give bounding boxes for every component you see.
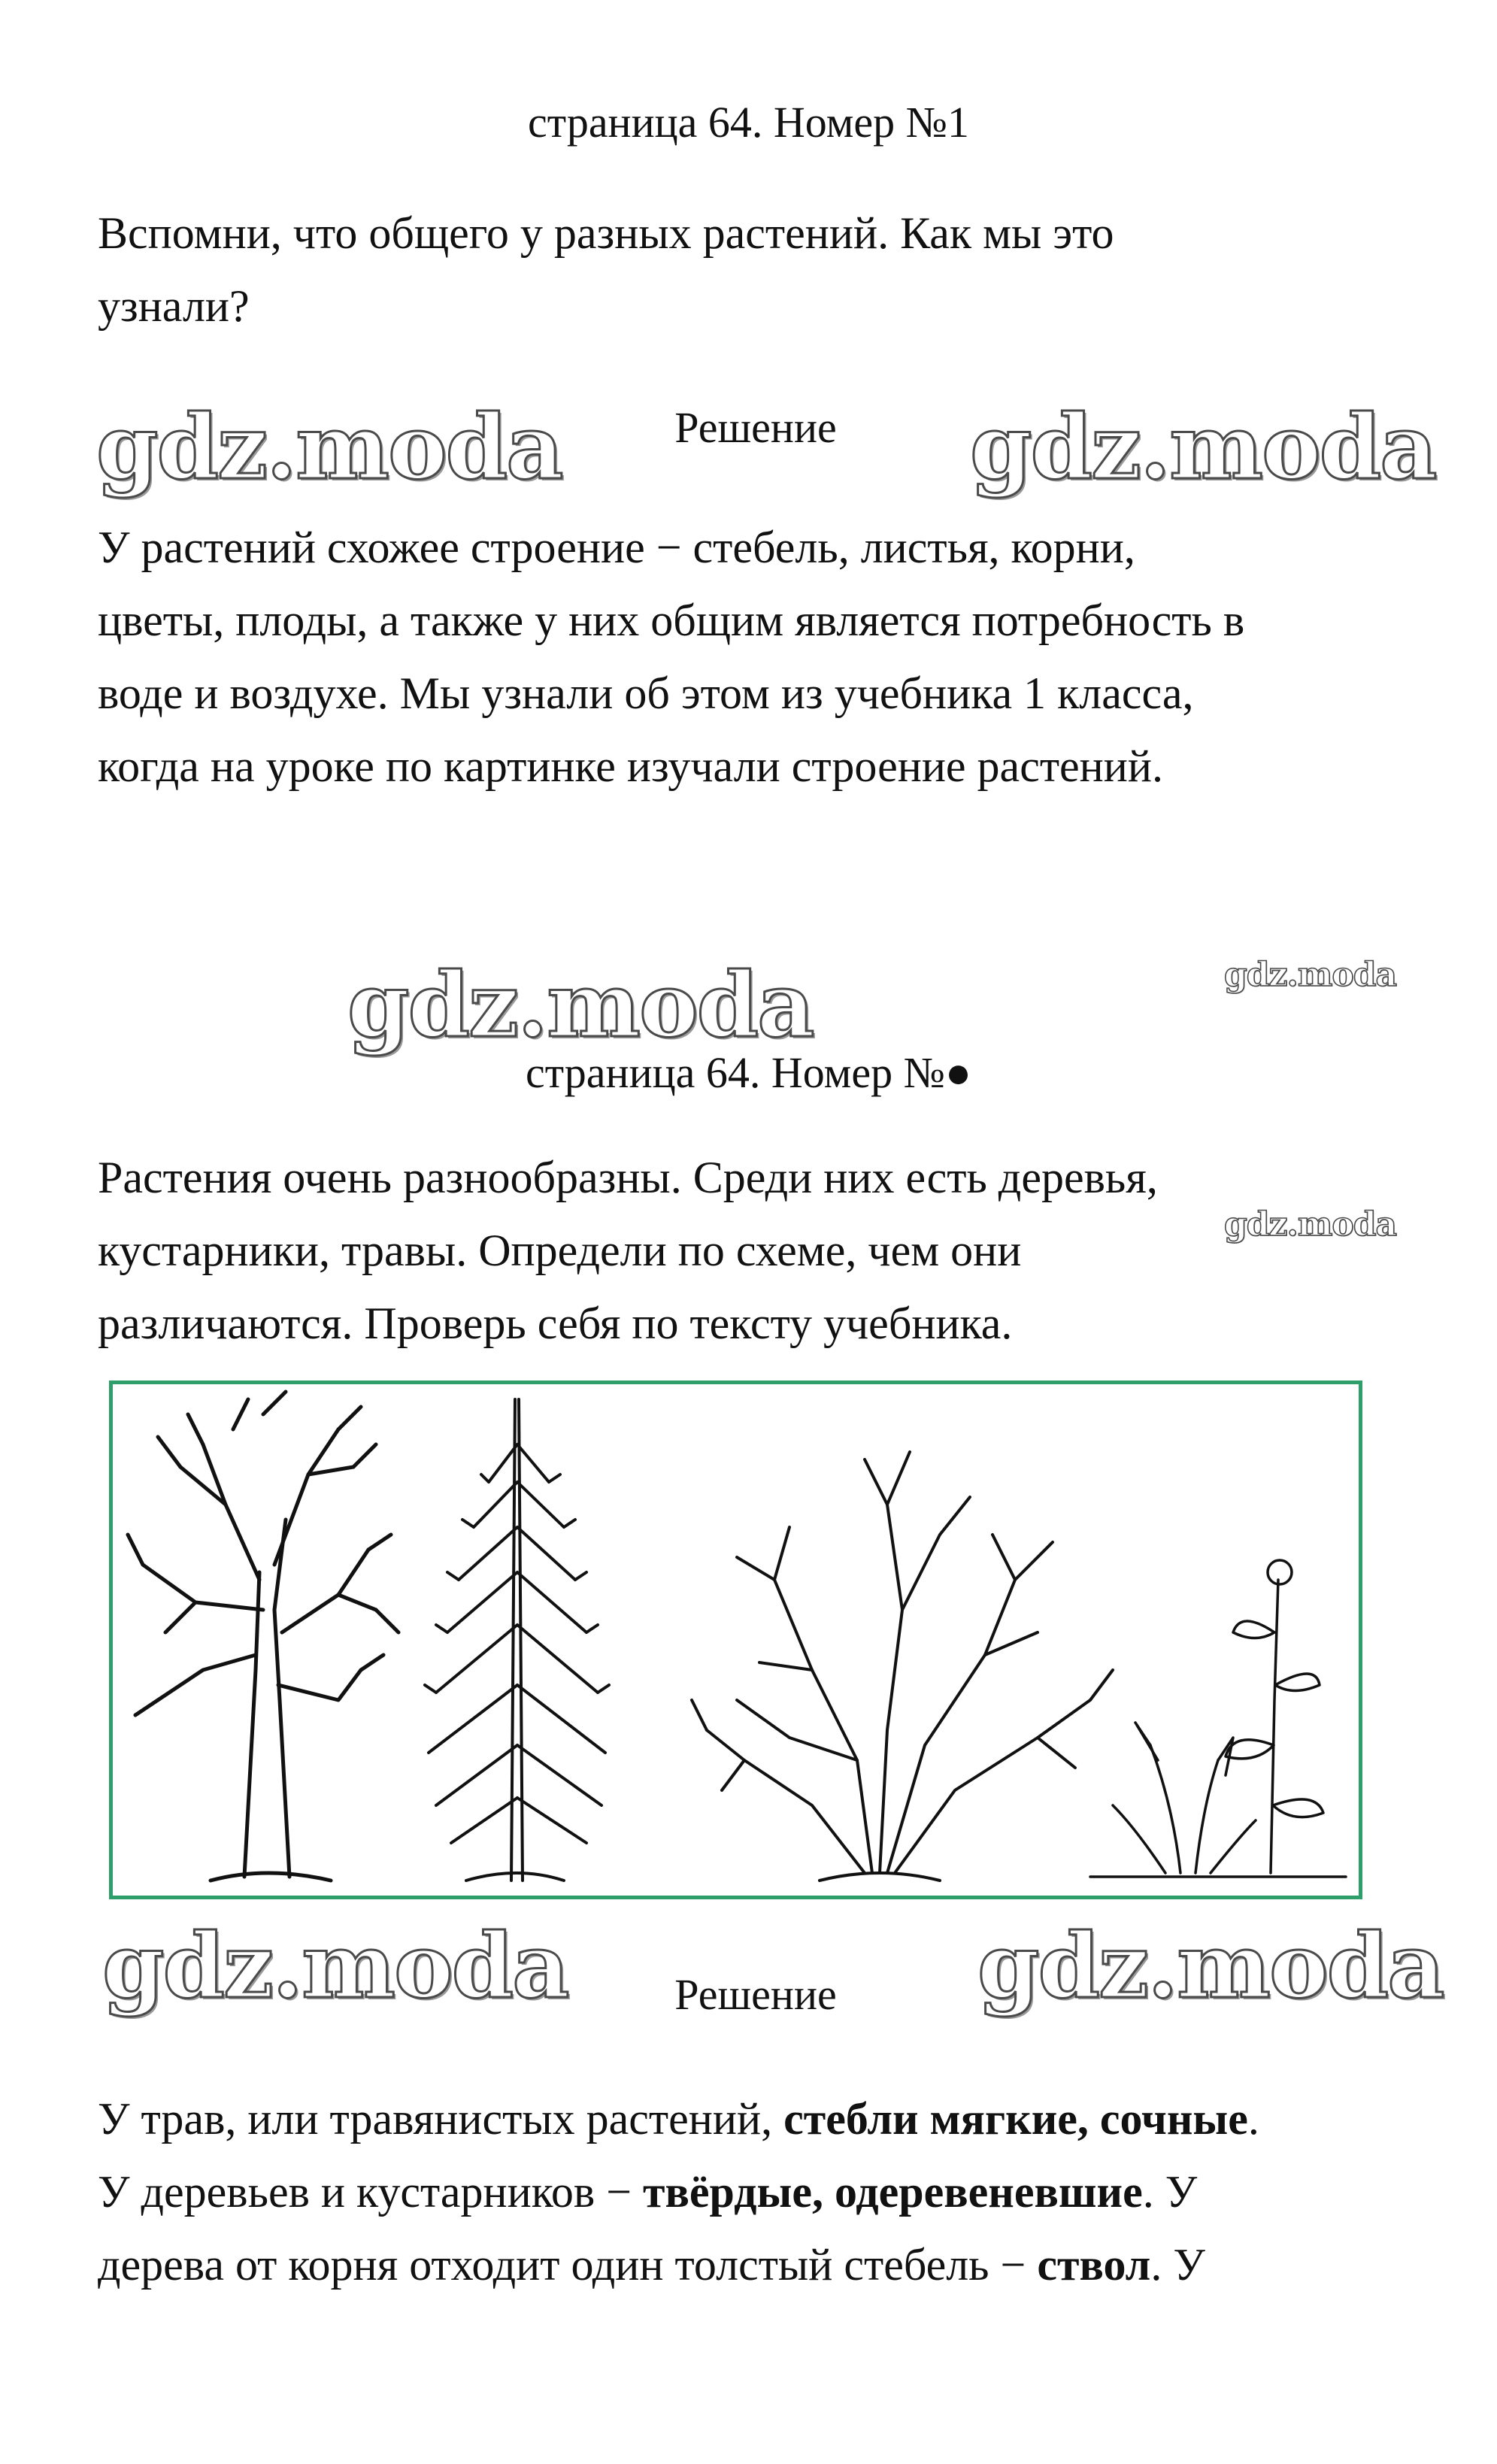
watermark-logo: gdz.moda — [1224, 956, 1397, 994]
answer-text: . — [1247, 2094, 1259, 2144]
section1-answer-line: воде и воздухе. Мы узнали об этом из учебника 1 класса, — [98, 668, 1194, 718]
section1-answer-line: цветы, плоды, а также у них общим является потребность в — [98, 596, 1245, 645]
plants-figure-frame — [109, 1381, 1362, 1899]
answer-bold-text: стебли мягкие, сочные — [783, 2094, 1248, 2144]
answer-text: У трав, или травянистых растений, — [98, 2094, 784, 2144]
section1-answer-line: У растений схожее строение − стебель, листья, корни, — [98, 523, 1135, 572]
section2-solution-label: Решение — [674, 1970, 837, 2019]
watermark-logo: gdz.moda — [1224, 1205, 1397, 1244]
plants-illustration — [113, 1384, 1359, 1896]
section2-question-line: различаются. Проверь себя по тексту учебника. — [98, 1299, 1013, 1348]
shrub-drawing — [692, 1452, 1113, 1881]
section2-question-line: Растения очень разнообразны. Среди них есть деревья, — [98, 1153, 1158, 1202]
watermark-logo: gdz.moda — [970, 395, 1436, 499]
section1-question — [98, 197, 1406, 343]
answer-text: дерева от корня отходит один толстый стебель − — [98, 2240, 1038, 2290]
section1-question-line1: Вспомни, что общего у разных растений. Как мы это — [98, 208, 1114, 258]
answer-bold-text: твёрдые, одеревеневшие — [643, 2167, 1143, 2217]
section2-heading: страница 64. Номер №● — [526, 1048, 971, 1097]
section1-question-line2: узнали? — [98, 281, 250, 331]
watermark-logo: gdz.moda — [347, 953, 814, 1057]
answer-bold-text: ствол — [1037, 2240, 1151, 2290]
deciduous-tree-drawing — [128, 1392, 398, 1881]
section1-solution-label: Решение — [674, 403, 837, 452]
section2-answer — [98, 2083, 1451, 2302]
herbs-drawing — [1090, 1560, 1346, 1877]
watermark-logo: gdz.moda — [102, 1914, 568, 2018]
answer-text: У деревьев и кустарников − — [98, 2167, 644, 2217]
section2-question — [98, 1141, 1406, 1360]
section2-question-line: кустарники, травы. Определи по схеме, чем они — [98, 1226, 1022, 1275]
watermark-logo: gdz.moda — [977, 1914, 1444, 2018]
section1-answer-line: когда на уроке по картинке изучали строение растений. — [98, 741, 1164, 791]
watermark-logo: gdz.moda — [96, 395, 562, 499]
section1-answer — [98, 511, 1406, 803]
answer-text: . У — [1150, 2240, 1205, 2290]
fir-tree-drawing — [425, 1399, 609, 1881]
answer-text: . У — [1142, 2167, 1198, 2217]
section1-heading: страница 64. Номер №1 — [528, 98, 969, 147]
